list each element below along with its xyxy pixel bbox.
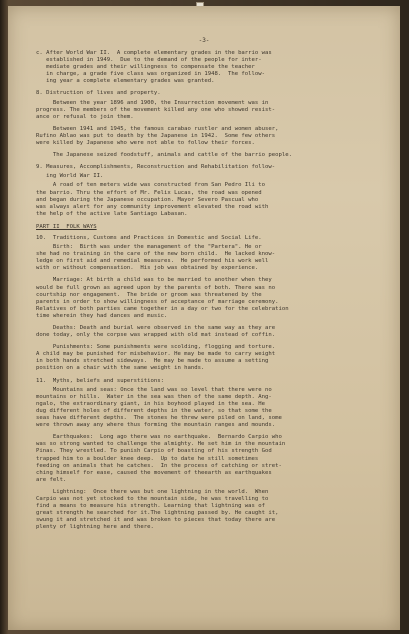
text-line: the help of the active late Santiago Labasan. [36,210,188,217]
document-body [36,50,382,536]
text-line: ance or refusal to join them. [36,113,134,120]
paragraph-part-2 [36,244,382,272]
section-heading: 11. Myths, beliefs and superstitions: [36,377,164,384]
text-line: Between the year 1896 and 1900, the Insurrection movement was in [36,99,269,106]
text-line: Deaths: Death and burial were observed in the same way as they are [36,325,276,331]
text-line: and began during the Japanese occupation. Mayor Severo Pascual who [36,196,259,203]
text-line: were killed by Japanese who were not able to follow their forces. [36,140,255,147]
text-line: was so strong wanted to challenge the almighty. He set him in the mountain [36,441,286,448]
text-line: done today, only the corpse was wrapped with old mat instead of coffin. [36,332,276,339]
paragraph-earthquakes [36,434,382,484]
text-line: seas have different depths. The stones he threw were piled on land, some [36,415,282,422]
paragraph-item-8c [36,152,382,159]
text-line: courtship nor engagement. The bride or groom was threatened by the [36,291,262,298]
text-line: Lightning: Once there was but one lightning in the world. When [36,488,269,495]
text-line: great strength he searched for it.The lightning passed by. He caught it, [36,510,279,517]
text-line: swung it and stretched it and was broken to pieces that today there are [36,517,276,524]
paragraph-deaths [36,325,382,339]
text-line: ledge on first aid and remedial measures. He performed his work well [36,258,269,265]
paragraph-item-11 [36,387,382,430]
text-line: Mountains and seas: Once the land was so level that there were no [36,386,272,393]
text-line: plenty of lightning here and there. [36,524,154,531]
text-line: Between 1941 and 1945, the famous carabao rustler and women abuser, [36,125,279,132]
text-line: Relatives of both parties came together in a day or two for the celebration [36,305,289,312]
section-heading: 8. Distruction of lives and property. [36,90,161,97]
text-line: Carpio was not yet stocked to the mountain side, he was travelling to [36,495,269,502]
text-line: she had no training in the care of the new born child. He lacked know- [36,251,276,258]
text-line: Birth: Birth was under the management of the "Partera". He or [36,244,262,251]
section-heading: 10. Traditions, Customs and Practices in Domestic and Social Life. [36,234,262,241]
paragraph-item-9 [36,182,382,217]
text-line: in both hands stretched sideways. He may be made to assume a setting [36,358,269,365]
text-line: parents in order to show willingness of acceptance of marriage ceremony. [36,298,279,305]
paragraph-item-8b [36,126,382,147]
text-line: Pinas. They wrestled. To punish Carpio of boasting of his strength God [36,448,272,455]
text-line: trapped him to a boulder knee deep. Up to date he still sometimes [36,455,259,462]
section-heading: 9. Measures, Accomplishments, Reconstruction and Rehabilitation follow- [36,164,276,171]
text-line: dug different holes of different depths in the water, so that some the [36,407,272,414]
text-line: ngalo, the extraordinary giant, in his boyhood played in the sea. He [36,400,266,407]
text-line: with or without compensation. His job was obtained by experience. [36,265,259,272]
text-line: in charge, a grade five class was organized in 1948. The follow- [36,71,266,78]
document-page [8,6,400,630]
paragraph-item-c [36,50,382,85]
section-heading-continued: ing World War II. [36,173,104,180]
text-line: c. After World War II. A complete elementary grades in the barrio was [36,50,272,56]
text-line: The Japanese seized foodstuff, animals and cattle of the barrio people. [36,152,292,159]
text-line: were thrown away any where thus forming the mountain ranges and mounds. [36,422,276,429]
text-line: mediate grades and their willingness to compensate the teacher [36,64,255,71]
text-line: Rufino Ablao was put to death by the Japanese in 1942. Some few others [36,132,276,139]
text-line: Punishments: Some punishments were scolding, flogging and torture. [36,344,276,351]
paragraph-punishments [36,344,382,372]
text-line: position on a chair with the same weight in hands. [36,365,205,372]
text-line: ing year a complete elementary grades was granted. [36,78,215,85]
text-line: A child may be punished for misbehavior. He may be made to carry weight [36,351,276,358]
text-line: feeding on animals that he catches. In the process of catching or stret- [36,462,282,469]
text-line: was always alert for any community improvement elevated the road with [36,203,269,210]
text-line: the barrio. Thru the effort of Mr. Felix Lucas, the road was opened [36,189,262,196]
text-line: ching himself for ease, caused the movement of theearth as earthquakes [36,469,272,476]
paragraph-item-8 [36,100,382,121]
paragraph-lightning [36,489,382,532]
text-line: mountains or hills. Water in the sea was then of the same depth. Ang- [36,393,272,400]
paragraph-marriage [36,277,382,320]
scan-edge-shadow [0,0,8,634]
text-line: find a means to measure his strength. Learning that lightning was of [36,503,266,510]
text-line: Marriage: At birth a child was to be married to another when they [36,277,272,284]
text-line: are felt. [36,476,67,483]
text-line: A road of ten meters wide was constructed from San Pedro Ili to [36,182,266,189]
text-line: progress. The members of the movement killed any one who showed resist- [36,106,276,113]
part-heading: PART II FOLK WAYS [36,223,97,230]
text-line: time wherein they had dances and music. [36,312,168,319]
page-number: -3- [198,37,210,44]
text-line: established in 1949. Due to the demand of the people for inter- [36,57,262,64]
text-line: Earthquakes: Long ago there was no earthquake. Bernardo Carpio who [36,434,282,441]
text-line: would be full grown as agreed upon by the parents of both. There was no [36,284,276,291]
